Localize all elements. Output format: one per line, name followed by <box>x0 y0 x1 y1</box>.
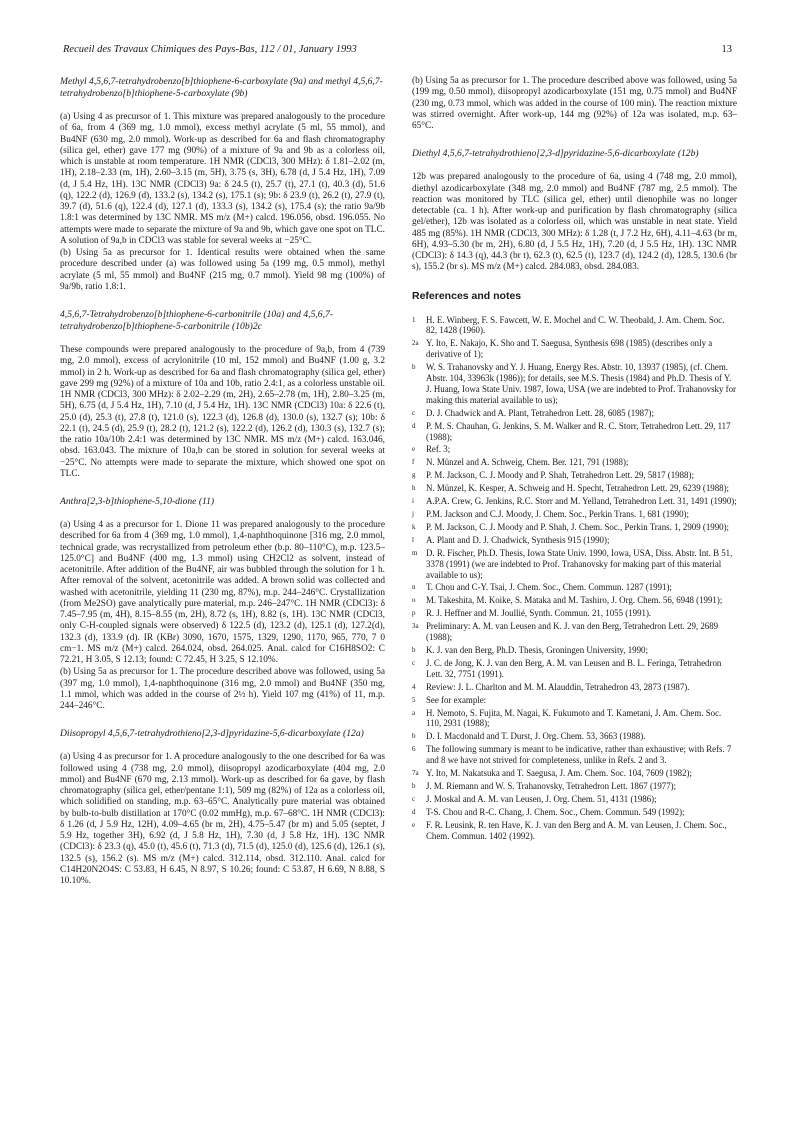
reference-item <box>412 444 737 455</box>
reference-text: Review: J. L. Charlton and M. M. Alauddin, Tetrahedron 43, 2873 (1987). <box>426 681 690 692</box>
reference-item <box>412 470 737 481</box>
reference-text: A.P.A. Crew, G. Jenkins, R.C. Storr and M. Yelland, Tetrahedron Lett. 31, 1491 (1990); <box>426 496 737 507</box>
page-number: 13 <box>721 44 732 55</box>
references-heading: References and notes <box>412 289 522 302</box>
reference-label: m <box>412 548 418 557</box>
reference-item <box>412 548 737 581</box>
reference-item <box>412 731 737 742</box>
reference-text: T-S. Chou and R-C. Chang, J. Chem. Soc., Chem. Commun. 549 (1992); <box>426 806 685 817</box>
reference-text: F. R. Leusink, R. ten Have, K. J. van den Berg and A. M. van Leusen, J. Chem. Soc., Chem. Commun. 1402 (1992). <box>426 819 727 841</box>
reference-text: J. Moskal and A. M. van Leusen, J. Org. Chem. 51, 4131 (1986); <box>426 793 657 804</box>
reference-label: b <box>412 645 416 654</box>
reference-text: D. R. Fischer, Ph.D. Thesis, Iowa State Univ. 1990, Iowa, USA, Diss. Abstr. Int. B 51, 3378 (1991) (we are indebted to Prof. Trahanovsky for making part of this material available to us); <box>426 547 733 580</box>
reference-item <box>412 658 737 680</box>
reference-text: D. I. Macdonald and T. Durst, J. Org. Chem. 53, 3663 (1988). <box>426 731 646 742</box>
reference-text: M. Takeshita, M. Koike, S. Mataka and M. Tashiro, J. Org. Chem. 56, 6948 (1991); <box>426 595 723 606</box>
paragraph: (a) Using 4 as precursor of 1. This mixture was prepared analogously to the procedure of 6a, from 4 (369 mg, 1.0 mmol), excess methyl acrylate (5 ml, 55 mmol), and Bu4NF (630 mg, 2.0 mmol). Work-up as described for 6a and flash chromatography (silica gel, ether) gave 177 mg (90%) of a mixture of 9a and 9b as a colorless oil, which is unstable at room temperature. 1H NMR (CDCl3, 300 MHz): δ 1.81–2.02 (m, 1H), 2.18–2.33 (m, 1H), 2.60–3.15 (m, 5H), 3.75 (s, 3H), 6.78 (d, J 5.4 Hz, 1H), 7.09 (d, J 5.4 Hz, 1H). 13C NMR (CDCl3) 9a: δ 24.5 (t), 25.7 (t), 27.1 (t), 40.3 (d), 51.6 (q), 122.2 (d), 126.9 (d), 133.2 (s), 134.2 (s), 175.1 (s); 9b: δ 23.9 (t), 26.2 (t), 27.9 (t), 39.7 (d), 51.6 (q), 122.4 (d), 127.1 (d), 133.3 (s), 134.2 (s), 175.4 (s); the ratio 9a/9b 1.8:1 was determined by 13C NMR. MS m/z (M+) calcd. 196.056, obsd. 196.055. No attempts were made to separate the mixture of 9a and 9b, which gave one spot on TLC. A solution of 9a,b in CDCl3 was stable for several weeks at −25°C. <box>60 112 385 246</box>
reference-label: o <box>412 596 416 605</box>
reference-item <box>412 535 737 546</box>
paragraph: (a) Using 4 as precursor for 1. A procedure analogously to the one described for 6a was followed using 4 (738 mg, 2.0 mmol), diisopropyl azodicarboxylate (404 mg, 2.0 mmol) and Bu4NF (670 mg, 2.13 mmol). Work-up as described for 6a gave, by flash chromatography (silica gel, ether/pentane 1:1), 509 mg (82%) of 12a as a colorless oil, which solidified on standing, m.p. 63–65°C. Analytically pure material was obtained by bulb-to-bulb distillation at 170°C (0.02 mmHg), m.p. 67–68°C. 1H NMR (CDCl3): δ 1.26 (d, J 5.9 Hz, 12H), 4.09–4.65 (br m, 2H), 4.75–5.47 (br m) and 5.05 (septet, J 5.9 Hz, together 3H), 6.92 (d, J 5.8 Hz, 1H), 7.30 (d, J 5.8 Hz, 1H). 13C NMR (CDCl3): δ 23.3 (q), 45.0 (t), 45.6 (t), 71.3 (d), 71.5 (d), 125.0 (d), 125.6 (d), 126.1 (s), 132.5 (s), 156.2 (s). MS m/z (M+) calcd. 312.114, obsd. 312.110. Anal. calcd for C14H20N2O4S: C 53.83, H 6.45, N 8.97, S 10.26; found: C 53.87, H 6.69, N 8.88, S 10.10%. <box>60 752 385 886</box>
reference-item <box>412 708 737 730</box>
reference-label: 3a <box>412 622 419 631</box>
reference-text: Ref. 3; <box>426 444 451 455</box>
reference-text: P.M. Jackson and C.J. Moody, J. Chem. Soc., Perkin Trans. 1, 681 (1990); <box>426 509 689 519</box>
reference-item <box>412 695 737 706</box>
paragraph: (b) Using 5a as precursor for 1. The procedure described above was followed, using 5a (397 mg, 1.0 mmol), 1,4-naphthoquinone (316 mg, 2.0 mmol) and Bu4NF (350 mg, 1.1 mmol, which was added in the course of 2½ h). Yield 107 mg (41%) of 11, m.p. 244–246°C. <box>60 667 385 711</box>
reference-label: c <box>412 794 416 803</box>
reference-item <box>412 338 737 360</box>
reference-label: a <box>412 708 416 717</box>
reference-label: k <box>412 522 416 531</box>
reference-item <box>412 807 737 818</box>
reference-item <box>412 682 737 693</box>
reference-label: c <box>412 658 416 667</box>
reference-text: H. Nemoto, S. Fujita, M. Nagai, K. Fukumoto and T. Kametani, J. Am. Chem. Soc. 110, 2931 (1988); <box>426 707 722 729</box>
reference-text: D. J. Chadwick and A. Plant, Tetrahedron Lett. 28, 6085 (1987); <box>426 407 654 418</box>
reference-text: H. E. Winberg, F. S. Fawcett, W. E. Mochel and C. W. Theobald, J. Am. Chem. Soc. 82, 1428 (1960). <box>426 314 725 336</box>
reference-label: b <box>412 732 416 741</box>
section-title: 4,5,6,7-Tetrahydrobenzo[b]thiophene-6-carbonitrile (10a) and 4,5,6,7-tetrahydrobenzo[b]thiophene-5-carbonitrile (10b)2c <box>60 309 333 332</box>
reference-label: e <box>412 445 416 454</box>
reference-label: n <box>412 583 416 592</box>
reference-label: 4 <box>412 682 416 691</box>
reference-text: P. M. S. Chauhan, G. Jenkins, S. M. Walker and R. C. Storr, Tetrahedron Lett. 29, 117 (1988); <box>426 420 731 442</box>
reference-text: K. J. van den Berg, Ph.D. Thesis, Groningen University, 1990; <box>426 644 648 655</box>
reference-label: 7a <box>412 769 419 778</box>
paragraph: (a) Using 4 as a precursor for 1. Dione 11 was prepared analogously to the procedure described for 6a from 4 (369 mg, 1.0 mmol), 1,4-naphthoquinone [316 mg, 2.0 mmol, technical grade, was recrystallized from petroleum ether (b.p. 80–110°C), m.p. 123.5–125.0°C] and Bu4NF (400 mg, 1.3 mmol) using CH2Cl2 as solvent, instead of acetonitrile. After addition of the Bu4NF, air was bubbled through the solution for 1 h. After removal of the solvent, acetonitrile was added. A brown solid was collected and washed with acetonitrile, yielding 11 (230 mg, 87%), m.p. 244–246°C. Crystallization (from Me2SO) gave analytically pure material, m.p. 246–247°C. 1H NMR (CDCl3): δ 7.45–7.95 (m, 4H), 8.15–8.55 (m, 2H), 8.72 (s, 1H), 8.82 (s, 1H). 13C NMR (CDCl3, only C-H-coupled signals were observed) δ 122.5 (d), 123.2 (d), 125.1 (d), 127.2(d), 132.3 (d), 133.9 (d). IR (KBr) 3090, 1670, 1575, 1329, 1290, 1170, 965, 770, 7 0 cm−1. MS m/z (M+) calcd. 264.024, obsd. 264.025. Anal. calcd for C16H8SO2: C 72.21, H 3.05, S 12.13; found: C 72.45, H 3.25, S 12.10%. <box>60 520 385 665</box>
reference-text: Preliminary: A. M. van Leusen and K. J. van den Berg, Tetrahedron Lett. 29, 2689 (1988); <box>426 621 719 643</box>
journal-citation: Recueil des Travaux Chimiques des Pays-Bas, 112 / 01, January 1993 <box>63 44 357 55</box>
paragraph: These compounds were prepared analogously to the procedure of 9a,b, from 4 (739 mg, 2.0 mmol), excess of acrylonitrile (10 ml, 152 mmol) and Bu4NF (1.00 g, 3.2 mmol) in 2 h. Work-up as described for 6a and flash chromatography (silica gel, ether) gave 299 mg (92%) of a mixture of 10a and 10b, ratio 2.4:1, as a colorless unstable oil. 1H NMR (CDCl3, 300 MHz): δ 2.02–2.29 (m, 2H), 2.65–2.78 (m, 1H), 2.80–3.25 (m, 5H), 6.75 (d, J 5.4 Hz, 1H), 7.10 (d, J 5.4 Hz, 1H). 13C NMR (CDCl3) 10a: δ 22.6 (t), 25.0 (d), 25.3 (t), 27.8 (t), 121.0 (s), 122.3 (d), 126.8 (d), 130.0 (s), 132.7 (s); 10b: δ 22.1 (t), 24.5 (d), 25.9 (t), 28.2 (t), 121.2 (s), 122.2 (d), 126.2 (d), 130.3 (s), 132.7 (s); the ratio 10a/10b 2.4:1 was determined by 13C NMR. MS m/z (M+) calcd. 163.046, obsd. 163.043. The mixture of 10a,b can be stored in solution for several weeks at −25°C. No attempts were made to separate the mixture, which showed one spot on TLC. <box>60 345 385 479</box>
reference-item <box>412 744 737 766</box>
reference-label: l <box>412 535 414 544</box>
reference-text: R. J. Heffner and M. Joullié, Synth. Commun. 21, 1055 (1991). <box>426 608 652 619</box>
reference-text: P. M. Jackson, C. J. Moody and P. Shah, Tetrahedron Lett. 29, 5817 (1988); <box>426 470 694 481</box>
reference-item <box>412 582 737 593</box>
reference-text: P. M. Jackson, C. J. Moody and P. Shah, J. Chem. Soc., Perkin Trans. 1, 2909 (1990); <box>426 521 729 532</box>
reference-label: g <box>412 471 416 480</box>
reference-label: b <box>412 363 416 372</box>
reference-text: Y. Ito, E. Nakajo, K. Sho and T. Saegusa, Synthesis 698 (1985) (describes only a derivative of 1); <box>426 338 713 360</box>
reference-item <box>412 457 737 468</box>
reference-item <box>412 820 737 842</box>
reference-label: 6 <box>412 745 416 754</box>
references-list <box>412 315 737 842</box>
reference-label: b <box>412 781 416 790</box>
reference-text: W. S. Trahanovsky and Y. J. Huang, Energy Res. Abstr. 10, 13937 (1985), (cf. Chem. Abstr. 104, 33963k (1986)); for details, see M.S. Thesis (1984) and Ph.D. Thesis of Y. J. Huang, Iowa State Univ. 1987, Iowa, USA (we are indebted to Prof. Trahanovsky for making this material available to us); <box>426 362 736 405</box>
running-header <box>63 44 732 60</box>
reference-item <box>412 794 737 805</box>
reference-text: J. M. Riemann and W. S. Trahanovsky, Tetrahedron Lett. 1867 (1977); <box>426 780 677 791</box>
section-title: Methyl 4,5,6,7-tetrahydrobenzo[b]thiophene-6-carboxylate (9a) and methyl 4,5,6,7-tetrahydrobenzo[b]thiophene-5-carboxylate (9b) <box>60 76 383 99</box>
reference-text: The following summary is meant to be indicative, rather than exhaustive; with Refs. 7 and 8 we have not strived for completeness, unlike in Refs. 2 and 3. <box>426 744 732 766</box>
reference-text: See for example: <box>426 694 487 705</box>
reference-label: 2a <box>412 339 419 348</box>
reference-label: i <box>412 497 414 506</box>
left-column <box>60 76 385 903</box>
section-12a-continued <box>412 76 737 132</box>
reference-item <box>412 483 737 494</box>
reference-label: j <box>412 510 414 518</box>
reference-item <box>412 768 737 779</box>
paragraph: 12b was prepared analogously to the procedure of 6a, using 4 (748 mg, 2.0 mmol), diethyl azodicarboxylate (348 mg, 2.0 mmol) and Bu4NF (787 mg, 2.5 mmol). The reaction was monitored by TLC (silica gel, ether) until dienophile was no longer detectable (ca. 1 h). After work-up and purification by flash chromatography (silica gel/ether), 12b was isolated as a colorless oil, which was unstable in neat state. Yield 485 mg (85%). 1H NMR (CDCl3, 300 MHz): δ 1.28 (t, J 7.2 Hz, 6H), 4.11–4.63 (br m, 6H), 4.93–5.30 (br m, 2H), 6.80 (d, J 5.5 Hz, 1H), 7.20 (d, J 5.5 Hz, 1H). 13C NMR (CDCl3): δ 14.3 (q), 44.3 (br t), 62.3 (t), 62.5 (t), 123.7 (d), 124.2 (d), 128.5, 130.6 (br s), 155.2 (br s). MS m/z (M+) calcd. 284.083, obsd. 284.083. <box>412 172 738 273</box>
reference-item <box>412 421 737 443</box>
section-title: Diisopropyl 4,5,6,7-tetrahydrothieno[2,3-d]pyridazine-5,6-dicarboxylate (12a) <box>60 728 364 740</box>
reference-item <box>412 315 737 337</box>
reference-text: A. Plant and D. J. Chadwick, Synthesis 915 (1990); <box>426 534 610 545</box>
reference-label: p <box>412 609 416 618</box>
reference-item <box>412 781 737 792</box>
reference-item <box>412 595 737 606</box>
paragraph: (b) Using 5a as precursor for 1. Identical results were obtained when the same procedure described under (a) was followed using 5a (199 mg, 0.5 mmol), methyl acrylate (5 ml, 55 mmol) and Bu4NF (215 mg, 0.7 mmol). Yield 98 mg (100%) of 9a/9b, ratio 1.8:1. <box>60 248 385 292</box>
reference-label: c <box>412 408 416 417</box>
reference-label: d <box>412 807 416 816</box>
reference-label: f <box>412 458 415 467</box>
reference-text: N. Münzel and A. Schweig, Chem. Ber. 121, 791 (1988); <box>426 457 629 468</box>
reference-item <box>412 509 737 520</box>
reference-item <box>412 522 737 533</box>
right-column <box>412 76 737 843</box>
reference-text: J. C. de Jong, K. J. van den Berg, A. M. van Leusen and B. L. Feringa, Tetrahedron Lett. 32, 7751 (1991). <box>426 657 722 679</box>
reference-label: 1 <box>412 315 416 324</box>
section-12a <box>60 728 385 887</box>
reference-item <box>412 621 737 643</box>
section-12b <box>412 148 737 273</box>
reference-text: T. Chou and C-Y. Tsai, J. Chem. Soc., Chem. Commun. 1287 (1991); <box>426 582 672 593</box>
section-title: Diethyl 4,5,6,7-tetrahydrothieno[2,3-d]pyridazine-5,6-dicarboxylate (12b) <box>412 148 699 160</box>
reference-item <box>412 408 737 419</box>
reference-text: N. Münzel, K. Kesper, A. Schweig and H. Specht, Tetrahedron Lett. 29, 6239 (1988); <box>426 483 730 494</box>
reference-item <box>412 608 737 619</box>
section-11 <box>60 496 385 712</box>
reference-label: h <box>412 484 416 493</box>
reference-item <box>412 496 737 507</box>
reference-item <box>412 645 737 656</box>
reference-label: e <box>412 820 416 829</box>
reference-label: 5 <box>412 695 416 704</box>
section-9ab <box>60 76 385 293</box>
reference-label: d <box>412 421 416 430</box>
paragraph: (b) Using 5a as precursor for 1. The procedure described above was followed, using 5a (199 mg, 0.50 mmol), diisopropyl azodicarboxylate (151 mg, 0.75 mmol) and Bu4NF (230 mg, 0.73 mmol, which was added in the course of 100 min). The reaction mixture was stirred overnight. After work-up, 144 mg (92%) of 12a was isolated, m.p. 63–65°C. <box>412 76 737 131</box>
section-10ab <box>60 309 385 480</box>
reference-item <box>412 362 737 406</box>
reference-text: Y. Ito, M. Nakatsuka and T. Saegusa, J. Am. Chem. Soc. 104, 7609 (1982); <box>426 768 692 779</box>
section-title: Anthra[2,3-b]thiophene-5,10-dione (11) <box>60 496 215 507</box>
